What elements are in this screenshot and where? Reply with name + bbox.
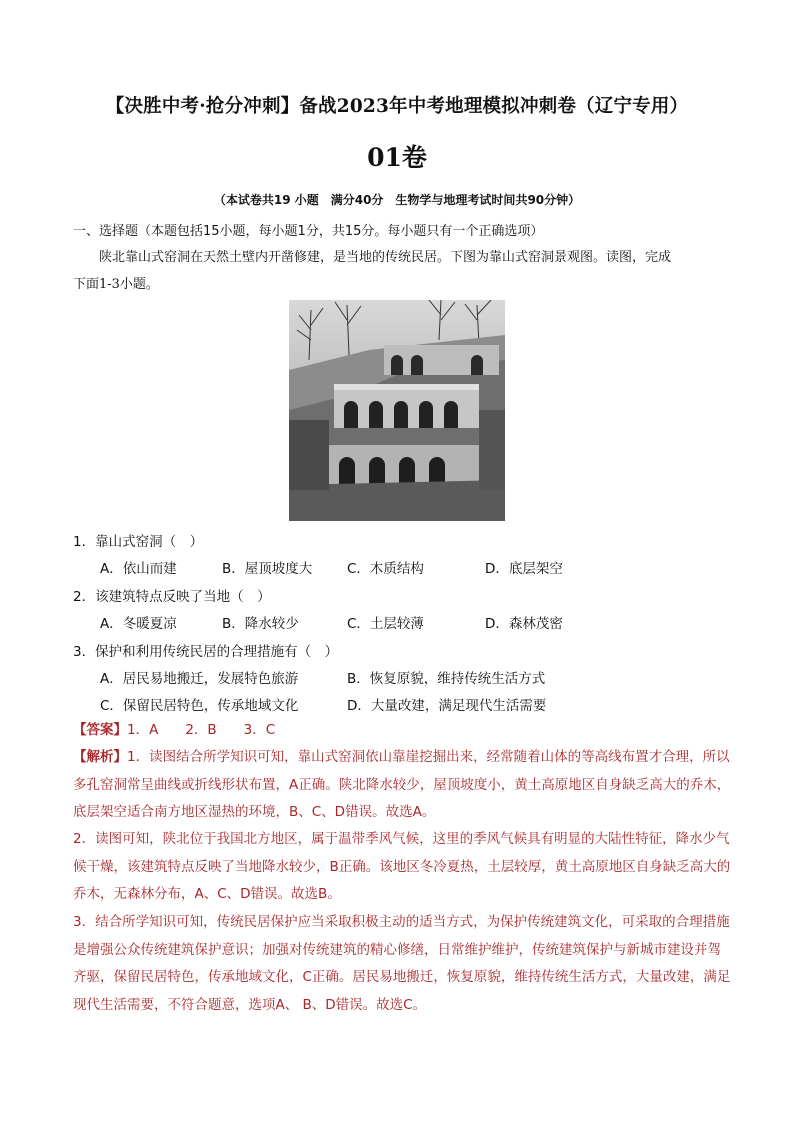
analysis-p1 <box>73 744 733 827</box>
cave-dwelling-photo <box>289 300 505 521</box>
answer-text: 1．A 2．B 3．C <box>127 722 276 738</box>
question-3: 3．保护和利用传统民居的合理措施有（ ） <box>73 644 339 660</box>
q3-option-d: D．大量改建，满足现代生活需要 <box>347 698 547 714</box>
question-1: 1．靠山式窑洞（ ） <box>73 534 204 550</box>
answer-line <box>73 717 733 745</box>
q1-option-d: D．底层架空 <box>485 561 563 577</box>
q2-option-c: C．土层较薄 <box>347 616 424 632</box>
q3-option-c: C．保留民居特色，传承地域文化 <box>100 698 299 714</box>
q3-option-b: B．恢复原貌，维持传统生活方式 <box>347 671 546 687</box>
q1-option-c: C．木质结构 <box>347 561 424 577</box>
intro-line-1: 陕北靠山式窑洞在天然土壁内开凿修建，是当地的传统民居。下图为靠山式窑洞景观图。读图，完成 <box>99 250 672 265</box>
page-title: 【决胜中考·抢分冲刺】备战2023年中考地理模拟冲刺卷（辽宁专用） <box>105 96 689 117</box>
q1-option-b: B．屋顶坡度大 <box>222 561 313 577</box>
analysis-tag: 【解析】 <box>73 749 127 765</box>
question-2: 2．该建筑特点反映了当地（ ） <box>73 589 271 605</box>
q1-option-a: A．依山而建 <box>100 561 177 577</box>
analysis-p2: 2．读图可知，陕北位于我国北方地区，属于温带季风气候，这里的季风气候具有明显的大陆性特征，降水少气候干燥，该建筑特点反映了当地降水较少，B正确。该地区冬冷夏热，土层较厚，黄土高原地区自身缺乏高大的乔木，无森林分布，A、C、D错误。故选B。 <box>73 831 731 902</box>
intro-line-2: 下面1-3小题。 <box>73 277 159 292</box>
section-heading: 一、选择题（本题包括15小题，每小题1分，共15分。每小题只有一个正确选项） <box>73 224 544 239</box>
q2-option-a: A．冬暖夏凉 <box>100 616 177 632</box>
analysis-text-1: 1．读图结合所学知识可知，靠山式窑洞依山靠崖挖掘出来，经常随着山体的等高线布置才合理，所以多孔窑洞常呈曲线或折线形状布置，A正确。陕北降水较少，屋顶坡度小，黄土高原地区自身缺乏高大的乔木，底层架空适合南方地区湿热的环境，B、C、D错误。故选A。 <box>73 749 731 820</box>
exam-info: （本试卷共19 小题 满分40分 生物学与地理考试时间共90分钟） <box>213 193 581 207</box>
paper-number: 01卷 <box>367 143 427 172</box>
q2-option-b: B．降水较少 <box>222 616 299 632</box>
analysis-p3: 3．结合所学知识可知，传统民居保护应当采取积极主动的适当方式，为保护传统建筑文化，可采取的合理措施是增强公众传统建筑保护意识；加强对传统建筑的精心修缮，日常维护维护，传统建筑保护与新城市建设并驾齐驱，保留民居特色，传承地域文化，C正确。居民易地搬迁，恢复原貌，维持传统生活方式，大量改建，满足现代生活需要，不符合题意，选项A、 B、D错误。故选C。 <box>73 914 731 1013</box>
q3-option-a: A．居民易地搬迁，发展特色旅游 <box>100 671 299 687</box>
q2-option-d: D．森林茂密 <box>485 616 563 632</box>
answer-tag: 【答案】 <box>73 722 127 738</box>
